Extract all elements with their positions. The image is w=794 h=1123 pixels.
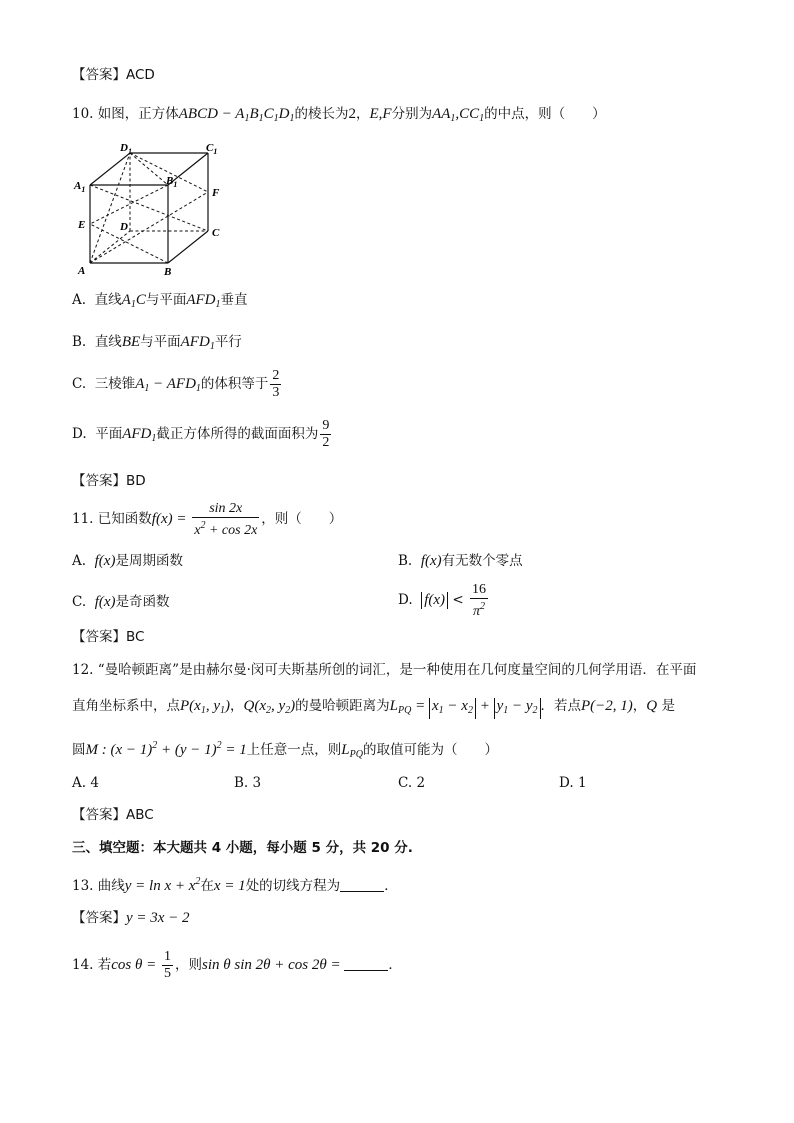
edge-bc bbox=[168, 231, 208, 263]
option-text: 是奇函数 bbox=[115, 594, 170, 610]
answer-blank[interactable] bbox=[344, 956, 388, 971]
q12-option-b: B. 3 bbox=[234, 775, 262, 791]
q10-mid: 的棱长为 bbox=[294, 106, 349, 122]
segments: $AA_1,CC_1$ bbox=[432, 106, 485, 124]
option-text: 平行 bbox=[214, 334, 242, 350]
q9-answer bbox=[72, 65, 155, 85]
q13-text: ． bbox=[384, 878, 398, 894]
label-a: A bbox=[78, 265, 86, 275]
label-c1: $C_1$ bbox=[206, 142, 218, 156]
option-text: 与平面 bbox=[145, 292, 187, 308]
option-text: 截正方体所得的截面面积为 bbox=[156, 426, 319, 442]
answer-tag: 【答案】 bbox=[72, 910, 126, 926]
option-text: 直线 bbox=[94, 334, 122, 350]
cube-figure bbox=[72, 140, 232, 275]
q11-answer bbox=[72, 627, 144, 647]
q10-mid3: 分别为 bbox=[391, 106, 433, 122]
q13-text: 处的切线方程为 bbox=[245, 878, 341, 894]
q13-text: 13. 曲线 bbox=[72, 878, 125, 894]
q12-text: ， bbox=[632, 698, 647, 714]
q12-text: 直角坐标系中，点 bbox=[72, 698, 180, 714]
label-b: B bbox=[164, 266, 172, 275]
option-text: 与平面 bbox=[140, 334, 181, 350]
q10-option-a: A. 直线$A_1C$与平面$AFD_1$垂直 bbox=[72, 292, 248, 310]
option-label: B. bbox=[398, 553, 413, 569]
q12-text: ， bbox=[230, 698, 244, 714]
answer-value: BD bbox=[126, 473, 146, 489]
q10-stem bbox=[72, 104, 606, 129]
option-label: D. bbox=[72, 426, 87, 442]
answer-tag: 【答案】 bbox=[72, 629, 126, 645]
line-be-label: BE bbox=[121, 334, 141, 350]
fraction: $\frac{\sin 2x}{x^2 + \cos 2x}$ bbox=[194, 500, 258, 538]
line-af bbox=[90, 192, 208, 263]
q11-option-c: C. f(x)是奇函数 bbox=[72, 594, 170, 610]
q11-option-a: A. f(x)是周期函数 bbox=[72, 553, 183, 569]
section-heading: 三、填空题：本大题共 4 小题，每小题 5 分，共 20 分. bbox=[72, 840, 413, 856]
q12-option-c: C. 2 bbox=[398, 775, 426, 791]
option-text: 是周期函数 bbox=[115, 553, 183, 569]
q12-line2: 直角坐标系中，点$P(x_1$, $y_1$)，$Q(x_2$, $y_2$)的曼哈顿距离为$L_{PQ} = x_1 - x_2 + y_1 - y_2$ ．若点P(−2, 1)，Q 是 bbox=[72, 696, 675, 721]
cube-name: ABCD − $A_1B_1C_1D_1$ bbox=[178, 106, 295, 124]
q11-option-d: D. f(x) < $\frac{16}{\pi^2}$ bbox=[398, 581, 486, 619]
q13-stem: 13. 曲线$y = \ln x + x^2$在x = 1处的切线方程为 ． bbox=[72, 876, 398, 894]
q12-text: 上任意一点，则 bbox=[246, 742, 342, 758]
answer-value: ACD bbox=[126, 67, 155, 83]
label-e: E bbox=[78, 219, 86, 231]
fraction: $\frac{16}{\pi^2}$ bbox=[471, 581, 486, 619]
option-label: A. bbox=[72, 553, 87, 569]
option-text: 有无数个零点 bbox=[441, 553, 523, 569]
label-b1: $B_1$ bbox=[166, 175, 178, 189]
q11-stem: 11. 已知函数f(x) = $\frac{\sin 2x}{x^2 + \cos 2x}$ ，则（ ） bbox=[72, 500, 343, 538]
option-text: 三棱锥 bbox=[94, 376, 136, 392]
line-be bbox=[90, 224, 168, 263]
option-label: A. bbox=[72, 292, 87, 308]
q12-text: ．若点 bbox=[540, 698, 582, 714]
option-label: B. bbox=[72, 334, 87, 350]
q13-text: 在 bbox=[200, 878, 214, 894]
points-ef: E,F bbox=[369, 106, 392, 122]
answer-tag: 【答案】 bbox=[72, 67, 126, 83]
option-text: 的体积等于 bbox=[200, 376, 269, 392]
edge-length: 2 bbox=[348, 106, 356, 122]
q14-stem: 14. 若cos θ = $\frac{1}{5}$ ，则sin θ sin 2θ + cos 2θ = ． bbox=[72, 949, 402, 981]
q10-option-d: D. 平面$AFD_1$截正方体所得的截面面积为 $\frac{9}{2}$ bbox=[72, 418, 330, 450]
q10-comma: ， bbox=[356, 106, 370, 122]
q12-text: 是 bbox=[661, 698, 675, 714]
answer-blank[interactable] bbox=[340, 877, 384, 892]
answer-tag: 【答案】 bbox=[72, 807, 126, 823]
label-d: D bbox=[120, 221, 128, 233]
label-d1: $D_1$ bbox=[120, 142, 132, 156]
option-label: D. bbox=[398, 592, 413, 608]
line-d1b1 bbox=[130, 153, 168, 185]
q11-prefix: 11. 已知函数 bbox=[72, 511, 152, 527]
option-text: 直线 bbox=[94, 292, 122, 308]
label-c: C bbox=[212, 227, 220, 239]
answer-value: BC bbox=[126, 629, 145, 645]
fraction: $\frac{2}{3}$ bbox=[272, 368, 280, 400]
q10-option-b: B. 直线BE与平面$AFD_1$平行 bbox=[72, 334, 242, 352]
answer-tag: 【答案】 bbox=[72, 473, 126, 489]
q10-option-c: C. 三棱锥$A_1 - AFD_1$的体积等于 $\frac{2}{3}$ bbox=[72, 368, 280, 400]
q12-answer bbox=[72, 805, 154, 825]
q14-text: ． bbox=[388, 957, 402, 973]
q10-suffix: 的中点，则（ ） bbox=[484, 106, 606, 122]
q10-prefix: 10. 如图，正方体 bbox=[72, 106, 179, 122]
line-b1e bbox=[90, 185, 168, 224]
q12-option-d: D. 1 bbox=[559, 775, 587, 791]
q12-text: 圆 bbox=[72, 742, 86, 758]
q12-text: 的曼哈顿距离为 bbox=[295, 698, 390, 714]
q10-answer bbox=[72, 471, 146, 491]
label-f: F bbox=[212, 187, 220, 199]
q12-line1: 12. “曼哈顿距离”是由赫尔曼·闵可夫斯基所创的词汇，是一种使用在几何度量空间的几何学用语．在平面 bbox=[72, 662, 697, 678]
option-text: 垂直 bbox=[220, 292, 248, 308]
label-a1: $A_1$ bbox=[74, 180, 86, 194]
option-label: C. bbox=[72, 376, 87, 392]
q14-text: ，则 bbox=[175, 957, 203, 973]
diag-a1c bbox=[90, 185, 208, 231]
q12-option-a: A. 4 bbox=[72, 775, 99, 791]
fraction: $\frac{9}{2}$ bbox=[322, 418, 330, 450]
q13-answer bbox=[72, 908, 190, 928]
answer-value: ABC bbox=[126, 807, 154, 823]
fraction: $\frac{1}{5}$ bbox=[164, 949, 172, 981]
q11-suffix: ，则（ ） bbox=[261, 511, 343, 527]
q12-text: 的取值可能为（ ） bbox=[362, 742, 498, 758]
option-label: C. bbox=[72, 594, 87, 610]
answer-value: y = 3x − 2 bbox=[126, 910, 190, 926]
q12-line3: 圆M : $(x - 1)^2 + (y - 1)^2 = 1$上任意一点，则$L_{PQ}$的取值可能为（ ） bbox=[72, 740, 498, 760]
option-text: 平面 bbox=[95, 426, 123, 442]
q11-option-b: B. f(x)有无数个零点 bbox=[398, 553, 523, 569]
q14-text: 14. 若 bbox=[72, 957, 112, 973]
